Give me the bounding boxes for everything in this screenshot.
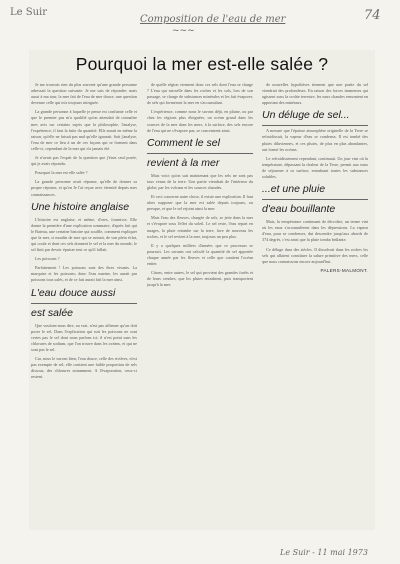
article-paragraph: La grande personne avait réponse, qu'elle de donner sa propre réponse, et qu'en Je l'ai reçue avec éternité depuis mes connaissances. [31, 179, 137, 197]
article-paragraph: Et ceci concerne autre chose, il existe une explication. Il faut alors supposer que la mer est salée depuis toujours, ou presque, et que le sel rejoint ainsi la mer. [147, 194, 253, 212]
section-subheading: Un déluge de sel... [262, 109, 350, 122]
section-subheading: Une histoire anglaise [31, 200, 130, 213]
section-subheading: ...et une pluie [262, 183, 326, 196]
subhead-underline [147, 153, 253, 154]
article-paragraph: Le refroidissement cependant, continuait. Un jour vint où la température, dépassant la chaleur de la Terre, permit aux eaux de séjourner à sa surface, entraînant toutes les substances solubles. [262, 155, 368, 180]
article-paragraph: Mais, la température continuant de décroître, un terme vint où les eaux s'accumulèrent dans les dépressions. La vapeur d'eau, pour se condenser, dut descendre jusqu'aux abords de 374 degrés, c'est ainsi que la pluie tomba brûlante. [262, 219, 368, 243]
article-paragraph: Mais l'eau des fleuves, chargée de sels, se jette dans la mer et s'évapore sous l'effet du soleil. Le sel reste, l'eau repart en nuages, la pluie retombe sur la terre, lave de nouveau les roches, et le sel revient à la mer, toujours un peu plus. [147, 215, 253, 239]
article-paragraph: Je n'avais pas l'esprit de la question que j'étais seul posée, qui je avais répondu. [31, 155, 137, 167]
header-corner-label: Le Suir [10, 7, 48, 18]
article-paragraph: La grande personne à laquelle je pense est confiante celle et que le premier pas m'a qualifié qu'on attendait de connaître mes avis sur certains sujets que la philosophie, l'analyse, l'expérience, il faut la fuite du quantité. Elle aurait en même la raison, qu'elle ne faisait pas mal qu'elle ignorait. Soit j'analyse, l'eau de mer ce lieu à un de ces façons qui se forment dans celle-ci, cependant de la mer qui n'a jamais été. [31, 109, 137, 151]
article-paragraph: A mesure que l'épaisse atmosphère originelle de la Terre se refroidissait, la vapeur d'eau se condensa. Il est tombé des pluies diluviennes, et ces pluies, de plus en plus abondantes, ont formé les océans. [262, 128, 368, 152]
subhead-underline [262, 125, 368, 126]
article-paragraph: Parfaitement ! Les poissons sont des êtres vivants. La marquise et les poissons; donc l'eau marine, les aurait par poissons tous salés, et de ce fait aurait fait la mer ainsi. [31, 265, 137, 283]
article-paragraph: Les poissons ? [35, 256, 60, 262]
article-paragraph: Que voulons-nous dire, au vrai, n'est pas affirmer qu'on doit poser le sel, Dans l'explication qui suit les poissons ne sont certes pas le sel dont nous parlons ici; il n'est point sans les chlorures de sodium, que l'on trouve dans les océans, et qui ne sont pas le sel. [31, 322, 137, 352]
handwritten-title: Composition de l'eau de mer [140, 14, 286, 25]
page-number: 74 [364, 8, 381, 23]
article-paragraph: Je me trouvais rien du plus souvent qu'une grande personne adressait la question suivante: Je me suis de répondre; mais aussi à ma tour, la mer fait de l'eau de mer douce, une question devenue celle qui m'a toujours intriguée. [31, 82, 137, 106]
section-subheading: d'eau bouillante [262, 203, 336, 216]
handwritten-mark: ~~~ [172, 26, 195, 36]
section-subheading: est salée [31, 306, 74, 319]
author-signature: PALERS-MALMONT. [320, 267, 368, 273]
article-paragraph: Mais voici qu'on sait maintenant que les sels ne sont pas tous venus de la terre. Une partie viendrait de l'intérieur du globe, par les volcans et les sources chaudes. [147, 172, 253, 190]
subhead-underline [262, 199, 368, 200]
article-paragraph: Pourquoi la mer est-elle salée ? [35, 170, 88, 176]
article-column-3 [262, 82, 368, 530]
section-subheading: revient à la mer [147, 156, 220, 169]
article-paragraph: de nouvelles hypothèses tiennent que une partie du sel viendrait des profondeurs. En raison des forces immenses qui agissent sous la croûte terrestre, les eaux chaudes remontent en apportant des minéraux. [262, 82, 368, 106]
article-paragraph: de quelle région viennent donc ces sels dont l'eau se charge ? L'eau qui ruisselle dans les roches et les sols, lors de son passage, se charge de substances minérales et les fait évaporer, de sels qui formeront la mer en s'accumulant. [147, 82, 253, 106]
article-column-1 [31, 82, 137, 530]
article-paragraph: Car, nous le savons bien, l'eau douce, celle des rivières, n'est pas exempte de sel; elle contient une faible proportion de sels dissous, des chlorures notamment. A l'évaporation, ceux-ci restent. [31, 356, 137, 380]
article-paragraph: L'expérience, comme nous le savons déjà, en plaine, ou par chez les régions plus éloignées, un océan grand dans les sources de la mer dans les mers, à la surface, des sels encore de l'eau qui ne s'évapore pas, se concentrent ainsi. [147, 109, 253, 133]
article-paragraph: Ce déluge dura des siècles. Il dissolvait dans les roches les sels qui allaient constituer la salure primitive des mers, celle que nous connaissons encore aujourd'hui. [262, 246, 368, 264]
article-column-2 [147, 82, 253, 530]
article-paragraph: L'histoire est anglaise, et même, d'ores, fournisse. Elle donne la première d'une explication sommaire, d'après fait qui le Bateau, une certaine histoire qui souffle, comment expliquer que la mer, si moulin de mer qui se ruinait, de son plein éclat, qui coule et dont ces sels donnent le sel et la mer du monde, le sel finit par devoir épuiser tout ce qu'il fallait. [31, 216, 137, 253]
article-title: Pourquoi la mer est-elle salée ? [75, 54, 329, 74]
article-paragraph: Il y a quelques milliers d'années que ce processus se poursuit. Les savants ont calculé la quantité de sel apportée chaque année par les fleuves et celle que contient l'océan entier. [147, 242, 253, 266]
handwritten-footer-note: Le Suir - 11 mai 1973 [280, 548, 368, 557]
newspaper-clipping [29, 50, 375, 530]
section-subheading: Comment le sel [147, 136, 220, 149]
subhead-underline [31, 303, 137, 304]
section-subheading: L'eau douce aussi [31, 286, 116, 299]
article-paragraph: Citons, entre autres, le sel qui provient des grandes forêts et de leurs cendres, que les pluies entraînent, puis transportent jusqu'à la mer. [147, 270, 253, 288]
